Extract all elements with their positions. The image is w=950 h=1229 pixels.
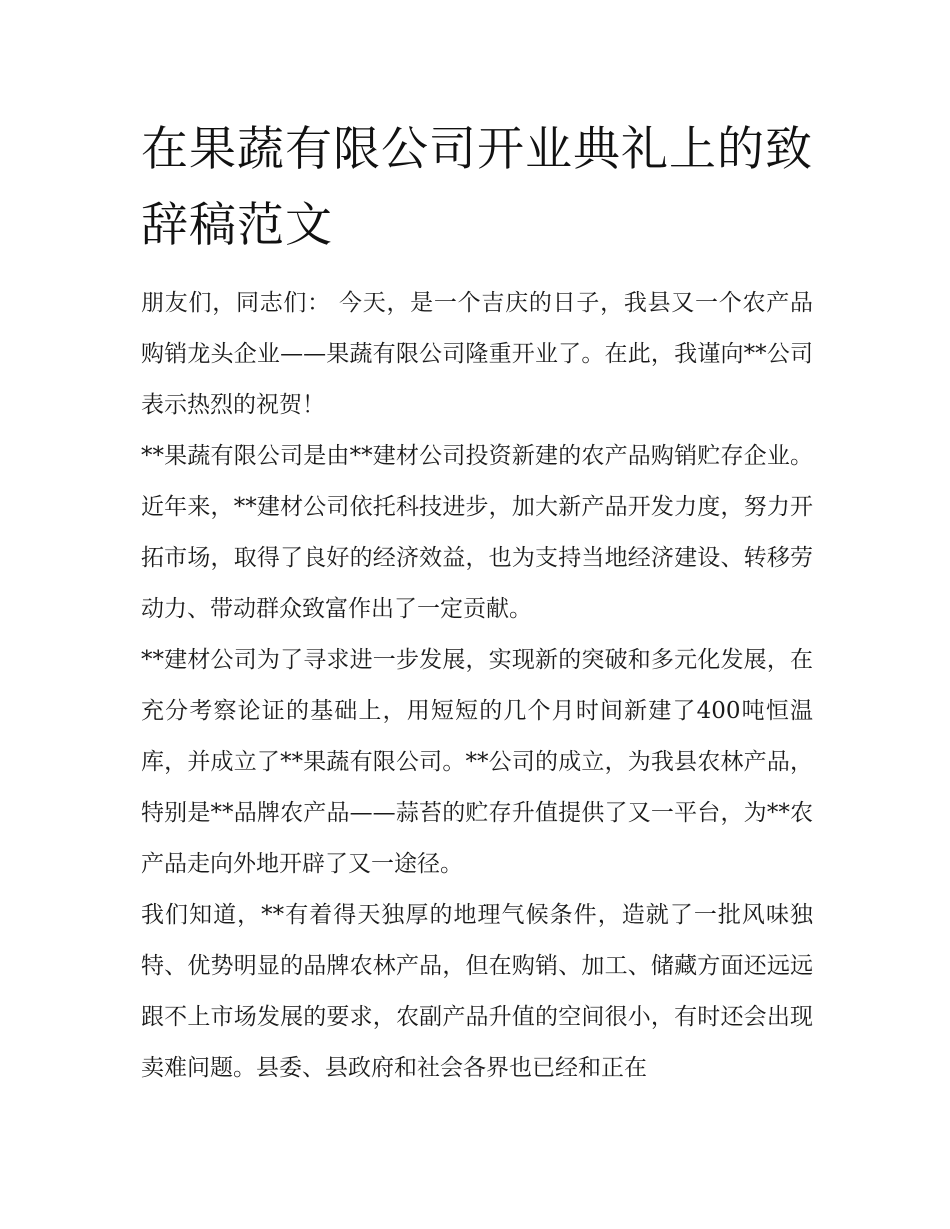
- paragraph-local-conditions: 我们知道，**有着得天独厚的地理气候条件，造就了一批风味独特、优势明显的品牌农林产品，但在购销、加工、储藏方面还远远跟不上市场发展的要求，农副产品升值的空间很小，有时还会出现卖难问题。县委、县政府和社会各界也已经和正在: [141, 902, 813, 1081]
- document-body: [141, 278, 813, 1094]
- paragraph-development: **建材公司为了寻求进一步发展，实现新的突破和多元化发展，在充分考察论证的基础上，用短短的几个月时间新建了400吨恒温库，并成立了**果蔬有限公司。**公司的成立，为我县农林产品，特别是**品牌农产品——蒜苔的贮存升值提供了又一平台，为**农产品走向外地开辟了又一途径。: [141, 647, 813, 877]
- paragraph-greeting: 朋友们，同志们： 今天，是一个吉庆的日子，我县又一个农产品购销龙头企业——果蔬有限公司隆重开业了。在此，我谨向**公司表示热烈的祝贺！: [141, 290, 813, 418]
- document-page: [141, 112, 813, 1094]
- paragraph-company-intro: **果蔬有限公司是由**建材公司投资新建的农产品购销贮存企业。近年来，**建材公司依托科技进步，加大新产品开发力度，努力开拓市场，取得了良好的经济效益，也为支持当地经济建设、转移劳动力、带动群众致富作出了一定贡献。: [141, 443, 813, 622]
- document-title: 在果蔬有限公司开业典礼上的致辞稿范文: [141, 122, 813, 253]
